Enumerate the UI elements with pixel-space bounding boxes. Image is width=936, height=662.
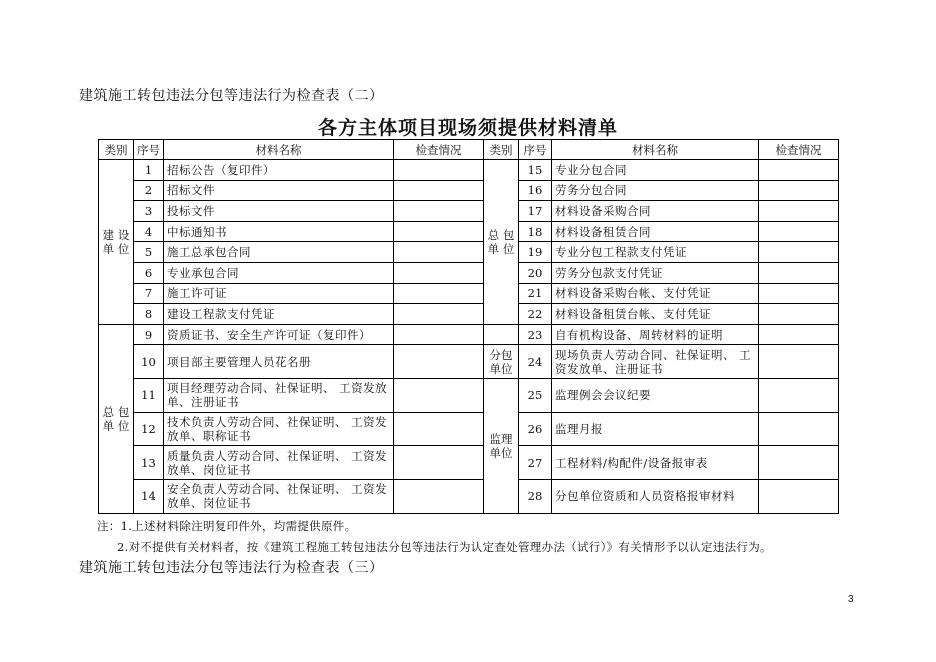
check-cell[interactable]	[394, 262, 484, 283]
check-cell[interactable]	[759, 480, 839, 514]
check-cell[interactable]	[759, 201, 839, 222]
check-cell[interactable]	[394, 242, 484, 263]
item-number: 23	[519, 324, 552, 345]
page-number: 3	[848, 594, 854, 605]
check-cell[interactable]	[759, 242, 839, 263]
item-number: 14	[134, 480, 164, 514]
material-name: 专业分包工程款支付凭证	[552, 242, 759, 263]
check-cell[interactable]	[759, 262, 839, 283]
table-row	[99, 480, 839, 514]
material-name: 建设工程款支付凭证	[164, 304, 394, 325]
next-document-heading: 建筑施工转包违法分包等违法行为检查表（三）	[79, 560, 384, 576]
material-name: 监理例会会议纪要	[552, 379, 759, 413]
material-name: 招标文件	[164, 180, 394, 201]
table-row	[99, 262, 839, 283]
check-cell[interactable]	[759, 412, 839, 446]
category-general-contractor: 总 包 单 位	[484, 160, 519, 325]
check-cell[interactable]	[759, 160, 839, 181]
item-number: 9	[134, 324, 164, 345]
material-name: 现场负责人劳动合同、社保证明、 工资发放单、注册证书	[552, 345, 759, 379]
item-number: 17	[519, 201, 552, 222]
check-cell[interactable]	[394, 345, 484, 379]
item-number: 20	[519, 262, 552, 283]
item-number: 7	[134, 283, 164, 304]
material-name: 安全负责人劳动合同、社保证明、 工资发放单、岗位证书	[164, 480, 394, 514]
material-name: 材料设备采购台帐、支付凭证	[552, 283, 759, 304]
item-number: 1	[134, 160, 164, 181]
material-name: 分包单位资质和人员资格报审材料	[552, 480, 759, 514]
check-cell[interactable]	[759, 324, 839, 345]
header-row	[99, 140, 839, 160]
header-check: 检查情况	[759, 140, 839, 160]
item-number: 16	[519, 180, 552, 201]
check-cell[interactable]	[394, 412, 484, 446]
document-heading: 建筑施工转包违法分包等违法行为检查表（二）	[79, 88, 384, 104]
check-cell[interactable]	[394, 379, 484, 413]
header-seq: 序号	[134, 140, 164, 160]
footnote-1: 注：1.上述材料除注明复印件外，均需提供原件。	[97, 519, 357, 533]
material-name: 投标文件	[164, 201, 394, 222]
item-number: 3	[134, 201, 164, 222]
material-name: 技术负责人劳动合同、社保证明、 工资发放单、职称证书	[164, 412, 394, 446]
item-number: 15	[519, 160, 552, 181]
item-number: 25	[519, 379, 552, 413]
material-name: 项目经理劳动合同、社保证明、 工资发放单、注册证书	[164, 379, 394, 413]
material-name: 劳务分包款支付凭证	[552, 262, 759, 283]
table-row	[99, 324, 839, 345]
material-name: 监理月报	[552, 412, 759, 446]
check-cell[interactable]	[394, 201, 484, 222]
category-construction-unit: 建 设 单 位	[99, 160, 134, 325]
material-name: 中标通知书	[164, 221, 394, 242]
check-cell[interactable]	[394, 446, 484, 480]
header-category: 类别	[99, 140, 134, 160]
category-subcontractor: 分包 单位	[484, 345, 519, 379]
category-general-contractor: 总 包 单 位	[99, 324, 134, 513]
category-supervisor: 监理 单位	[484, 379, 519, 514]
check-cell[interactable]	[759, 283, 839, 304]
item-number: 24	[519, 345, 552, 379]
check-cell[interactable]	[759, 304, 839, 325]
material-name: 自有机构设备、周转材料的证明	[552, 324, 759, 345]
item-number: 13	[134, 446, 164, 480]
check-cell[interactable]	[759, 221, 839, 242]
check-cell[interactable]	[759, 180, 839, 201]
check-cell[interactable]	[394, 180, 484, 201]
item-number: 2	[134, 180, 164, 201]
item-number: 19	[519, 242, 552, 263]
table-row	[99, 160, 839, 181]
material-name: 材料设备租赁台帐、支付凭证	[552, 304, 759, 325]
header-category: 类别	[484, 140, 519, 160]
check-cell[interactable]	[394, 283, 484, 304]
table-row	[99, 446, 839, 480]
item-number: 5	[134, 242, 164, 263]
material-name: 质量负责人劳动合同、社保证明、 工资发放单、岗位证书	[164, 446, 394, 480]
item-number: 4	[134, 221, 164, 242]
material-name: 施工总承包合同	[164, 242, 394, 263]
check-cell[interactable]	[759, 345, 839, 379]
material-name: 施工许可证	[164, 283, 394, 304]
material-name: 专业承包合同	[164, 262, 394, 283]
table-row	[99, 180, 839, 201]
material-name: 材料设备采购合同	[552, 201, 759, 222]
material-name: 工程材料/构配件/设备报审表	[552, 446, 759, 480]
table-row	[99, 201, 839, 222]
material-name: 劳务分包合同	[552, 180, 759, 201]
item-number: 10	[134, 345, 164, 379]
materials-checklist-table	[98, 139, 839, 514]
check-cell[interactable]	[394, 324, 484, 345]
check-cell[interactable]	[759, 379, 839, 413]
item-number: 28	[519, 480, 552, 514]
header-seq: 序号	[519, 140, 552, 160]
table-title: 各方主体项目现场须提供材料清单	[317, 117, 618, 139]
table-row	[99, 242, 839, 263]
check-cell[interactable]	[759, 446, 839, 480]
item-number: 27	[519, 446, 552, 480]
item-number: 18	[519, 221, 552, 242]
material-name: 招标公告（复印件）	[164, 160, 394, 181]
footnote-2: 2.对不提供有关材料者，按《建筑工程施工转包违法分包等违法行为认定查处管理办法（试行）》有关情形予以认定违法行为。	[117, 540, 772, 554]
material-name: 项目部主要管理人员花名册	[164, 345, 394, 379]
item-number: 26	[519, 412, 552, 446]
item-number: 8	[134, 304, 164, 325]
header-material: 材料名称	[552, 140, 759, 160]
table-row	[99, 221, 839, 242]
check-cell[interactable]	[394, 160, 484, 181]
table-row	[99, 379, 839, 413]
check-cell[interactable]	[394, 221, 484, 242]
check-cell[interactable]	[394, 480, 484, 514]
material-name: 材料设备租赁合同	[552, 221, 759, 242]
item-number: 11	[134, 379, 164, 413]
item-number: 12	[134, 412, 164, 446]
material-name: 资质证书、安全生产许可证（复印件）	[164, 324, 394, 345]
header-material: 材料名称	[164, 140, 394, 160]
table-row	[99, 304, 839, 325]
category-empty-cell	[484, 324, 519, 345]
table-row	[99, 283, 839, 304]
material-name: 专业分包合同	[552, 160, 759, 181]
table-row	[99, 345, 839, 379]
item-number: 6	[134, 262, 164, 283]
item-number: 21	[519, 283, 552, 304]
item-number: 22	[519, 304, 552, 325]
header-check: 检查情况	[394, 140, 484, 160]
check-cell[interactable]	[394, 304, 484, 325]
table-row	[99, 412, 839, 446]
